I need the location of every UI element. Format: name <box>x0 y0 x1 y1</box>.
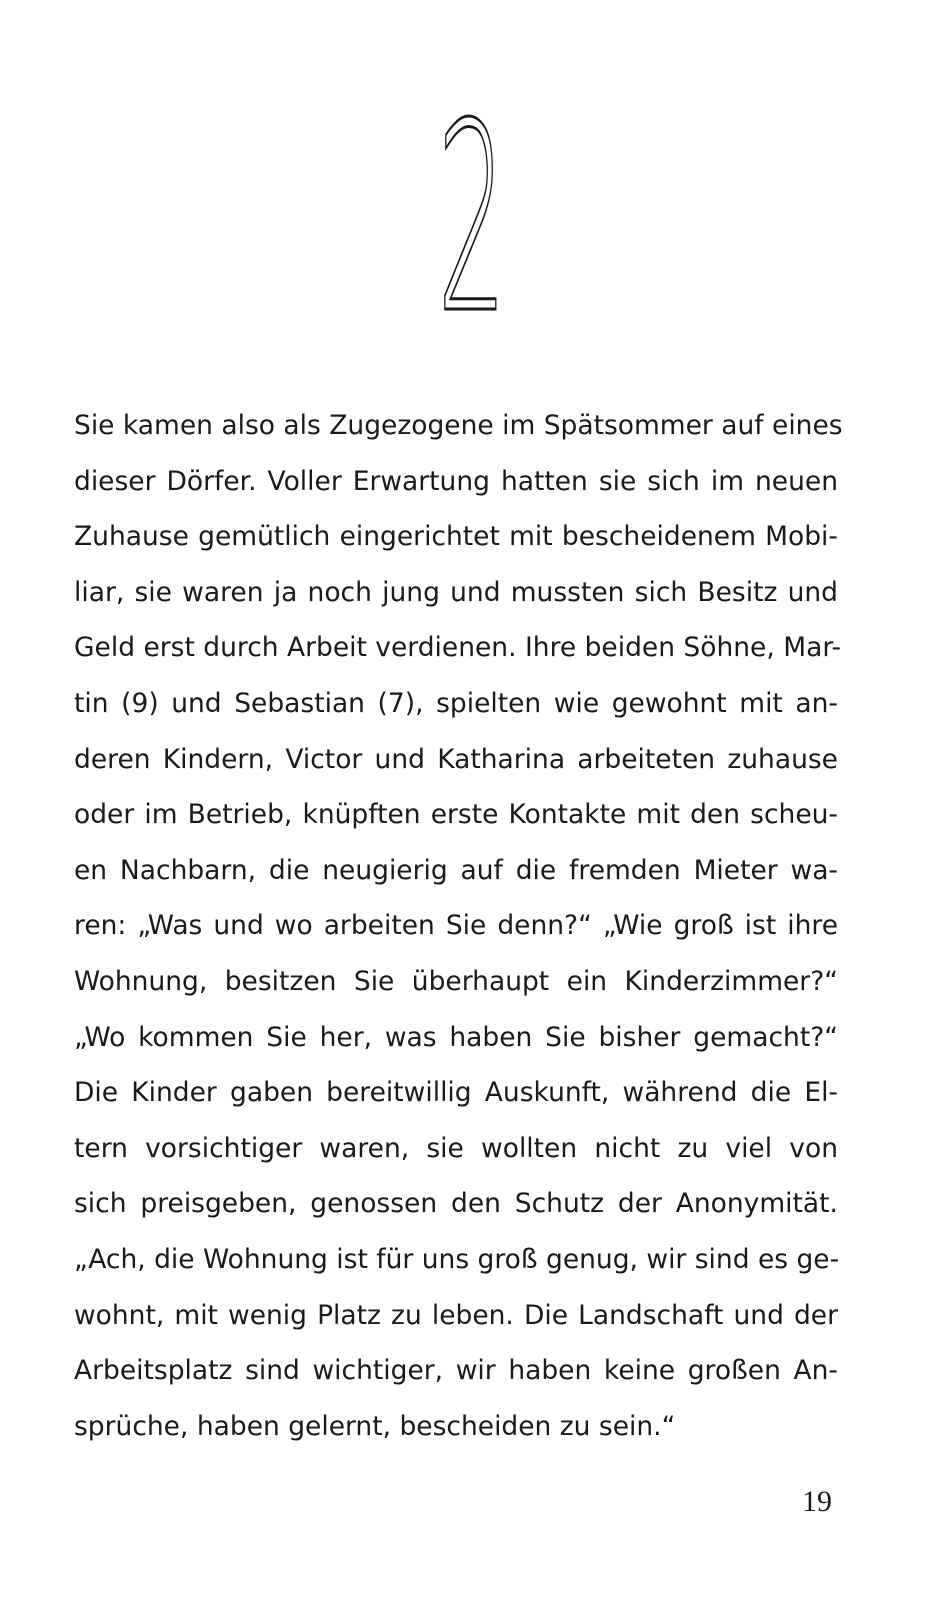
text-line: tin (9) und Sebastian (7), spielten wie gewohnt mit an- <box>74 687 838 719</box>
text-line: oder im Betrieb, knüpften erste Kontakte mit den scheu- <box>74 799 838 831</box>
text-line: liar, sie waren ja noch jung und mussten sich Besitz und <box>74 576 838 608</box>
text-line: Zuhause gemütlich eingerichtet mit bescheidenem Mobi- <box>74 521 838 553</box>
text-line: dieser Dörfer. Voller Erwartung hatten sie sich im neuen <box>74 465 838 497</box>
text-line: Arbeitsplatz sind wichtiger, wir haben keine großen An- <box>74 1355 838 1387</box>
text-line: „Wo kommen Sie her, was haben Sie bisher gemacht?“ <box>74 1021 838 1053</box>
text-line: wohnt, mit wenig Platz zu leben. Die Landschaft und der <box>74 1299 838 1331</box>
text-line: deren Kindern, Victor und Katharina arbeiteten zuhause <box>74 743 838 775</box>
text-line: Wohnung, besitzen Sie überhaupt ein Kinderzimmer?“ <box>74 965 838 997</box>
text-line: tern vorsichtiger waren, sie wollten nicht zu viel von <box>74 1132 838 1164</box>
text-line: Sie kamen also als Zugezogene im Spätsommer auf eines <box>74 410 843 441</box>
body-paragraph <box>74 398 843 1454</box>
text-line: Die Kinder gaben bereitwillig Auskunft, während die El- <box>74 1077 838 1109</box>
text-line: en Nachbarn, die neugierig auf die fremden Mieter wa- <box>74 854 838 886</box>
chapter-number: 2 <box>437 69 507 371</box>
text-line: sprüche, haben gelernt, bescheiden zu sein.“ <box>74 1410 676 1442</box>
page-number: 19 <box>802 1485 832 1518</box>
text-line: sich preisgeben, genossen den Schutz der Anonymität. <box>74 1188 838 1220</box>
text-line: Geld erst durch Arbeit verdienen. Ihre beiden Söhne, Mar- <box>74 632 842 664</box>
text-line: ren: „Was und wo arbeiten Sie denn?“ „Wie groß ist ihre <box>74 910 838 942</box>
text-line: „Ach, die Wohnung ist für uns groß genug, wir sind es ge- <box>74 1243 840 1275</box>
